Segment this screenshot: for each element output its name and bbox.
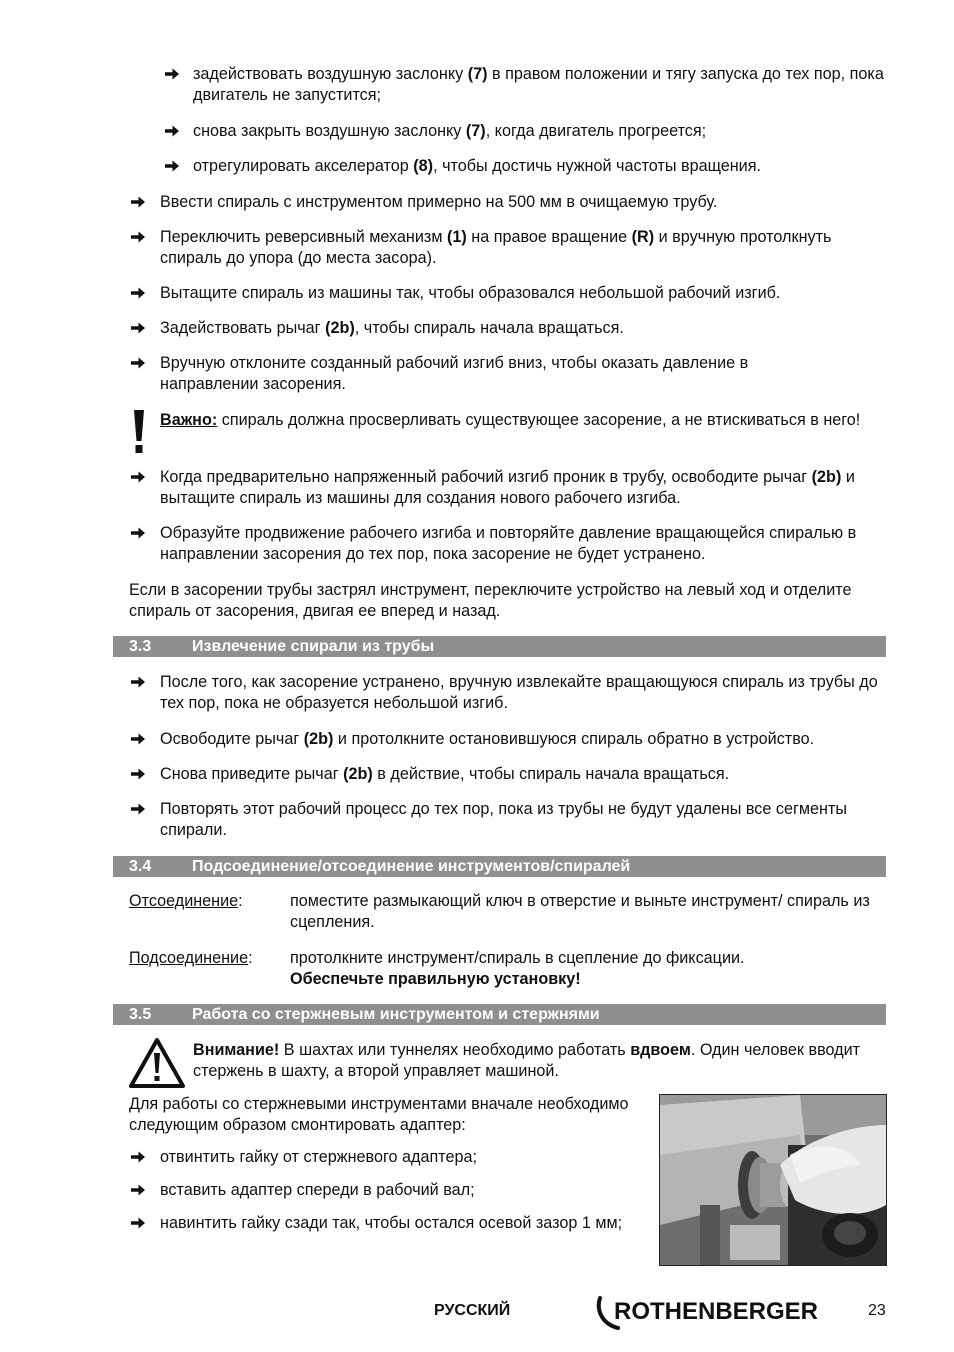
- arrow-icon: [130, 286, 146, 300]
- substep-throttle: отрегулировать акселератор (8), чтобы достичь нужной частоты вращения.: [193, 157, 761, 175]
- section-header-3-5: 3.5 Работа со стержневым инструментом и стержнями: [113, 1004, 886, 1025]
- step-insert-spiral: Ввести спираль с инструментом примерно на 500 мм в очищаемую трубу.: [160, 193, 718, 211]
- arrow-icon: [130, 230, 146, 244]
- arrow-icon: [130, 675, 146, 689]
- step-engage-lever: Снова приведите рычаг (2b) в действие, чтобы спираль начала вращаться.: [160, 765, 730, 783]
- brand-name: ROTHENBERGER: [614, 1298, 819, 1325]
- page-number: 23: [868, 1302, 886, 1319]
- section-header-3-3: 3.3 Извлечение спирали из трубы: [113, 636, 886, 657]
- arrow-icon: [130, 1216, 146, 1230]
- section-header-3-4: 3.4 Подсоединение/отсоединение инструментов/спиралей: [113, 856, 886, 877]
- arrow-icon: [164, 124, 180, 138]
- arrow-icon: [130, 195, 146, 209]
- step-release-lever: Когда предварительно напряженный рабочий изгиб проник в трубу, освободите рычаг (2b) и вытащите спираль из машины для создания нового рабочего изгиба.: [160, 468, 855, 507]
- warning-note: Внимание! В шахтах или туннелях необходимо работать вдвоем. Один человек вводит стержень в шахту, а второй управляет машиной.: [193, 1041, 861, 1080]
- substep-choke: задействовать воздушную заслонку (7) в правом положении и тягу запуска до тех пор, пока двигатель не запустится;: [193, 65, 884, 104]
- exclamation-icon: [131, 409, 147, 455]
- paragraph-stuck-tool: Если в засорении трубы застрял инструмент, переключите устройство на левый ход и отделите спираль от засорения, двигая ее вперед и назад.: [129, 581, 852, 620]
- step-extract: После того, как засорение устранено, вручную извлекайте вращающуюся спираль из трубы до тех пор, пока не образуется небольшой изгиб.: [160, 673, 878, 712]
- substep-close-choke: снова закрыть воздушную заслонку (7), когда двигатель прогреется;: [193, 122, 707, 140]
- step-pull-out: Вытащите спираль из машины так, чтобы образовался небольшой рабочий изгиб.: [160, 284, 781, 302]
- term-disconnect: Отсоединение:: [129, 892, 243, 910]
- step-push-back: Освободите рычаг (2b) и протолкните остановившуюся спираль обратно в устройство.: [160, 730, 815, 748]
- arrow-icon: [130, 732, 146, 746]
- term-connect: Подсоединение:: [129, 949, 253, 967]
- step-repeat: Повторять этот рабочий процесс до тех пор, пока из трубы не будут удалены все сегменты спирали.: [160, 800, 848, 839]
- definition-connect: протолкните инструмент/спираль в сцепление до фиксации. Обеспечьте правильную установку!: [290, 949, 745, 988]
- step-insert-adapter: вставить адаптер спереди в рабочий вал;: [160, 1181, 475, 1199]
- paragraph-adapter: Для работы со стержневыми инструментами вначале необходимо следующим образом смонтировать адаптер:: [129, 1095, 629, 1134]
- arrow-icon: [130, 767, 146, 781]
- arrow-icon: [130, 1183, 146, 1197]
- important-note: Важно: спираль должна просверливать существующее засорение, а не втискиваться в него!: [160, 411, 861, 429]
- arrow-icon: [130, 526, 146, 540]
- arrow-icon: [130, 321, 146, 335]
- step-advance: Образуйте продвижение рабочего изгиба и повторяйте давление вращающейся спиралью в направлении засорения до тех пор, пока засорение не будет устранено.: [160, 524, 857, 563]
- arrow-icon: [164, 159, 180, 173]
- arrow-icon: [130, 1150, 146, 1164]
- step-deflect: Вручную отклоните созданный рабочий изгиб вниз, чтобы оказать давление в направлении засорения.: [160, 354, 749, 393]
- rothenberger-logo: [596, 1294, 836, 1330]
- definition-disconnect: поместите размыкающий ключ в отверстие и выньте инструмент/ спираль из сцепления.: [290, 892, 870, 931]
- arrow-icon: [164, 67, 180, 81]
- arrow-icon: [130, 470, 146, 484]
- footer-language: РУССКИЙ: [434, 1302, 511, 1319]
- step-unscrew-nut: отвинтить гайку от стержневого адаптера;: [160, 1148, 477, 1166]
- step-screw-nut: навинтить гайку сзади так, чтобы остался осевой зазор 1 мм;: [160, 1214, 623, 1232]
- adapter-mounting-photo: [659, 1094, 887, 1266]
- arrow-icon: [130, 356, 146, 370]
- arrow-icon: [130, 802, 146, 816]
- step-lever: Задействовать рычаг (2b), чтобы спираль начала вращаться.: [160, 319, 624, 337]
- warning-triangle-icon: [128, 1037, 186, 1089]
- step-reverse: Переключить реверсивный механизм (1) на правое вращение (R) и вручную протолкнуть спираль до упора (до места засора).: [160, 228, 832, 267]
